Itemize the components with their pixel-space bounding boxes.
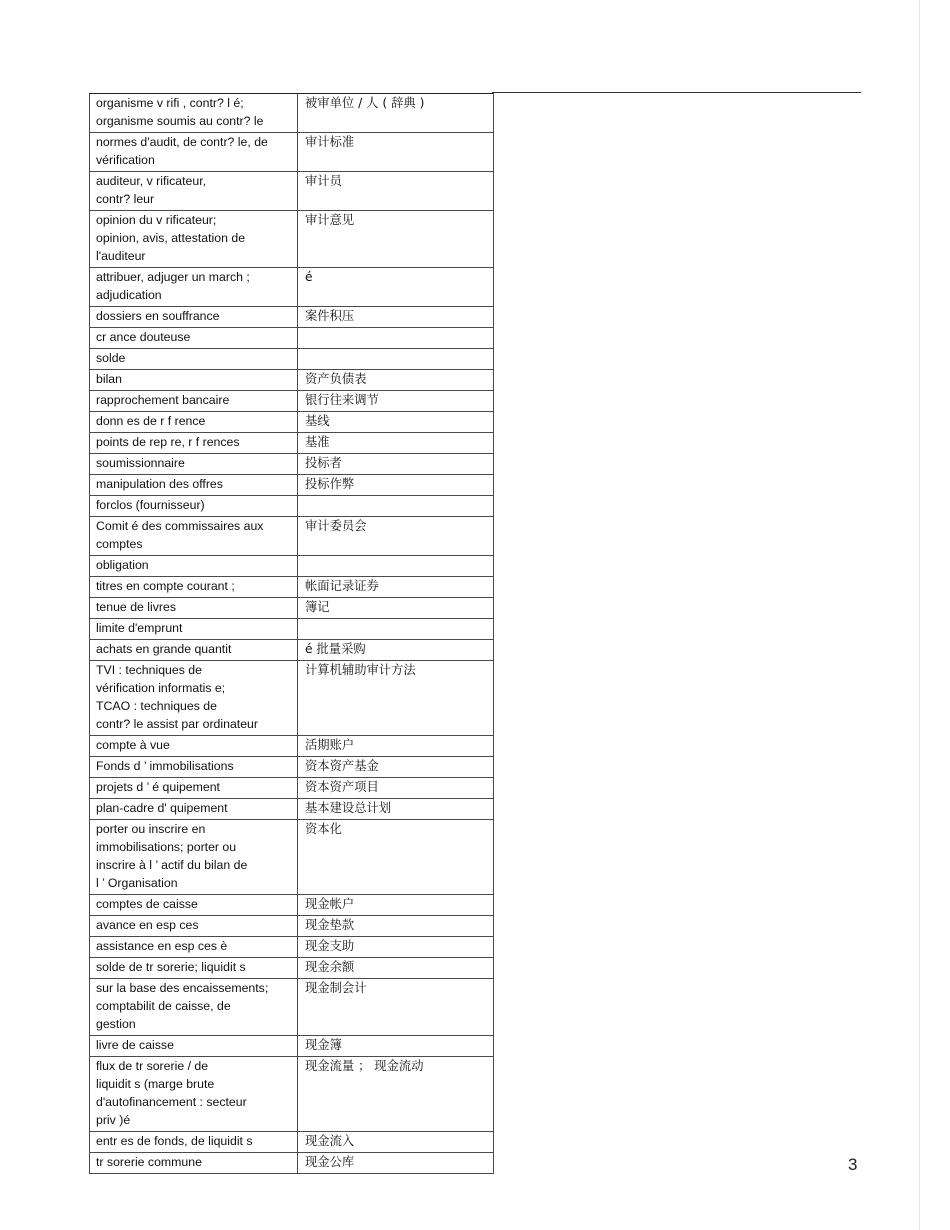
table-row [90, 661, 494, 736]
french-term: tenue de livres [90, 598, 298, 619]
table-row [90, 979, 494, 1036]
table-row [90, 556, 494, 577]
table-row [90, 94, 494, 133]
table-row [90, 895, 494, 916]
chinese-term: 现金簿 [298, 1036, 494, 1057]
chinese-term: 资本资产项目 [298, 778, 494, 799]
french-term: solde [90, 349, 298, 370]
chinese-term [298, 328, 494, 349]
table-row [90, 412, 494, 433]
chinese-term: 基准 [298, 433, 494, 454]
table-row [90, 619, 494, 640]
french-term: sur la base des encaissements; comptabilit de caisse, de gestion [90, 979, 298, 1036]
table-row [90, 268, 494, 307]
french-term: compte à vue [90, 736, 298, 757]
chinese-term: 银行往来调节 [298, 391, 494, 412]
french-term: rapprochement bancaire [90, 391, 298, 412]
chinese-term: 审计意见 [298, 211, 494, 268]
french-term: Comit é des commissaires aux comptes [90, 517, 298, 556]
table-row [90, 454, 494, 475]
table-row [90, 433, 494, 454]
french-term: forclos (fournisseur) [90, 496, 298, 517]
table-row [90, 1036, 494, 1057]
french-term: points de rep re, r f rences [90, 433, 298, 454]
french-term: attribuer, adjuger un march ; adjudication [90, 268, 298, 307]
chinese-term: é 批量采购 [298, 640, 494, 661]
table-row [90, 577, 494, 598]
table-row [90, 1132, 494, 1153]
french-term: Fonds d ’ immobilisations [90, 757, 298, 778]
table-row [90, 370, 494, 391]
french-term: limite d'emprunt [90, 619, 298, 640]
table-row [90, 517, 494, 556]
chinese-term: 资本资产基金 [298, 757, 494, 778]
french-term: assistance en esp ces è [90, 937, 298, 958]
french-term: comptes de caisse [90, 895, 298, 916]
table-row [90, 640, 494, 661]
chinese-term: 现金制会计 [298, 979, 494, 1036]
chinese-term: 审计员 [298, 172, 494, 211]
glossary-table [89, 93, 494, 1174]
chinese-term: 计算机辅助审计方法 [298, 661, 494, 736]
chinese-term: 审计委员会 [298, 517, 494, 556]
french-term: tr sorerie commune [90, 1153, 298, 1174]
french-term: projets d ’ é quipement [90, 778, 298, 799]
french-term: opinion du v rificateur; opinion, avis, attestation de l'auditeur [90, 211, 298, 268]
table-row [90, 916, 494, 937]
french-term: manipulation des offres [90, 475, 298, 496]
french-term: dossiers en souffrance [90, 307, 298, 328]
table-row [90, 1057, 494, 1132]
header-rule [492, 92, 861, 93]
french-term: avance en esp ces [90, 916, 298, 937]
table-row [90, 496, 494, 517]
french-term: TVI : techniques de vérification informatis e; TCAO : techniques de contr? le assist par ordinateur [90, 661, 298, 736]
chinese-term: 基线 [298, 412, 494, 433]
table-row [90, 307, 494, 328]
french-term: normes d'audit, de contr? le, de vérification [90, 133, 298, 172]
french-term: donn es de r f rence [90, 412, 298, 433]
french-term: bilan [90, 370, 298, 391]
french-term: livre de caisse [90, 1036, 298, 1057]
chinese-term: 资本化 [298, 820, 494, 895]
table-row [90, 133, 494, 172]
chinese-term: 基本建设总计划 [298, 799, 494, 820]
chinese-term: 被审单位 / 人 ( 辞典 ) [298, 94, 494, 133]
chinese-term: 现金流量 ； 现金流动 [298, 1057, 494, 1132]
chinese-term: 帐面记录证券 [298, 577, 494, 598]
glossary-table-body [90, 94, 494, 1174]
french-term: achats en grande quantit [90, 640, 298, 661]
table-row [90, 799, 494, 820]
table-row [90, 736, 494, 757]
table-row [90, 598, 494, 619]
chinese-term: 活期账户 [298, 736, 494, 757]
table-row [90, 757, 494, 778]
french-term: plan-cadre d' quipement [90, 799, 298, 820]
table-row [90, 475, 494, 496]
chinese-term: 案件积压 [298, 307, 494, 328]
table-row [90, 349, 494, 370]
chinese-term: 现金流入 [298, 1132, 494, 1153]
french-term: auditeur, v rificateur, contr? leur [90, 172, 298, 211]
table-row [90, 937, 494, 958]
table-row [90, 391, 494, 412]
page-edge-line [919, 0, 920, 1230]
chinese-term: 现金垫款 [298, 916, 494, 937]
french-term: flux de tr sorerie / de liquidit s (marge brute d'autofinancement : secteur priv )é [90, 1057, 298, 1132]
chinese-term [298, 349, 494, 370]
french-term: entr es de fonds, de liquidit s [90, 1132, 298, 1153]
chinese-term: 簿记 [298, 598, 494, 619]
french-term: obligation [90, 556, 298, 577]
chinese-term [298, 496, 494, 517]
table-row [90, 211, 494, 268]
chinese-term: é [298, 268, 494, 307]
chinese-term: 现金支助 [298, 937, 494, 958]
chinese-term: 现金公库 [298, 1153, 494, 1174]
table-row [90, 328, 494, 349]
chinese-term: 现金帐户 [298, 895, 494, 916]
table-row [90, 172, 494, 211]
french-term: soumissionnaire [90, 454, 298, 475]
french-term: solde de tr sorerie; liquidit s [90, 958, 298, 979]
chinese-term: 现金余额 [298, 958, 494, 979]
chinese-term [298, 619, 494, 640]
table-row [90, 778, 494, 799]
french-term: porter ou inscrire en immobilisations; porter ou inscrire à l ’ actif du bilan de l ’ Organisation [90, 820, 298, 895]
french-term: cr ance douteuse [90, 328, 298, 349]
chinese-term [298, 556, 494, 577]
chinese-term: 资产负债表 [298, 370, 494, 391]
table-row [90, 958, 494, 979]
table-row [90, 1153, 494, 1174]
page-number: 3 [848, 1155, 858, 1174]
french-term: organisme v rifi , contr? l é; organisme soumis au contr? le [90, 94, 298, 133]
french-term: titres en compte courant ; [90, 577, 298, 598]
chinese-term: 审计标准 [298, 133, 494, 172]
chinese-term: 投标作弊 [298, 475, 494, 496]
table-row [90, 820, 494, 895]
chinese-term: 投标者 [298, 454, 494, 475]
